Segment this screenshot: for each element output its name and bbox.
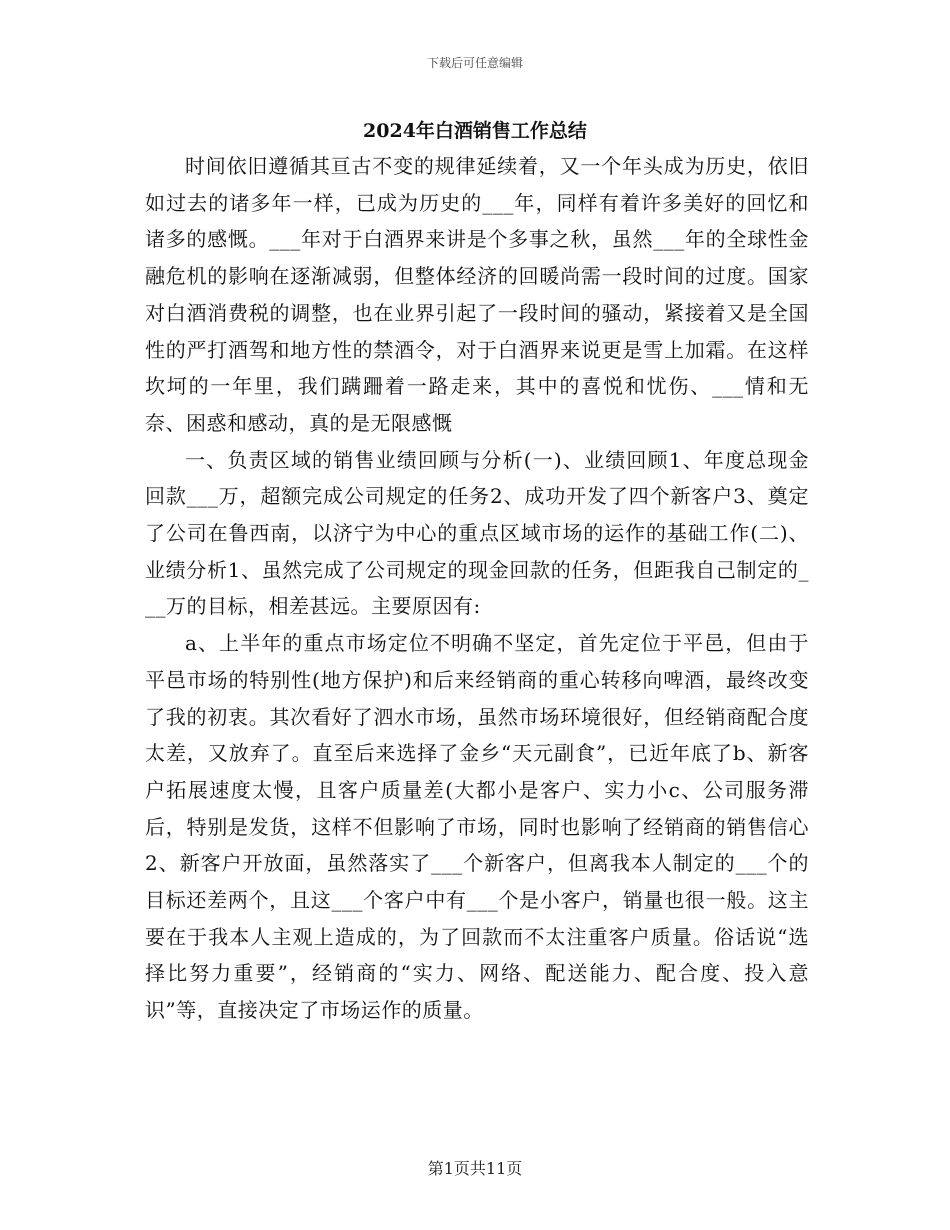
document-title: 2024年白酒销售工作总结: [363, 120, 587, 142]
document-body: [145, 148, 809, 1029]
header-note: 下载后可任意编辑: [426, 56, 523, 70]
paragraph-reasons: a、上半年的重点市场定位不明确不坚定，首先定位于平邑，但由于平邑市场的特别性(地方保护)和后来经销商的重心转移向啤酒，最终改变了我的初衷。其次看好了泗水市场，虽然市场环境很好，但经销商配合度太差，又放弃了。直至后来选择了金乡“天元副食”，已近年底了b、新客户拓展速度太慢，且客户质量差(大都小是客户、实力小c、公司服务滞后，特别是发货，这样不但影响了市场，同时也影响了经销商的销售信心2、新客户开放面，虽然落实了___个新客户，但离我本人制定的___个的目标还差两个，且这___个客户中有___个是小客户，销量也很一般。这主要在于我本人主观上造成的，为了回款而不太注重客户质量。俗话说“选择比努力重要”，经销商的“实力、网络、配送能力、配合度、投入意识”等，直接决定了市场运作的质量。: [145, 631, 809, 1023]
paragraph-intro: 时间依旧遵循其亘古不变的规律延续着，又一个年头成为历史，依旧如过去的诸多年一样，已成为历史的___年，同样有着许多美好的回忆和诸多的感慨。___年对于白酒界来讲是个多事之秋，虽然___年的全球性金融危机的影响在逐渐减弱，但整体经济的回暖尚需一段时间的过度。国家对白酒消费税的调整，也在业界引起了一段时间的骚动，紧接着又是全国性的严打酒驾和地方性的禁酒令，对于白酒界来说更是雪上加霜。在这样坎坷的一年里，我们蹒跚着一路走来，其中的喜悦和忧伤、___情和无奈、困惑和感动，真的是无限感慨: [145, 154, 809, 435]
paragraph-performance-review: 一、负责区域的销售业绩回顾与分析(一)、业绩回顾1、年度总现金回款___万，超额完成公司规定的任务2、成功开发了四个新客户3、奠定了公司在鲁西南，以济宁为中心的重点区域市场的运作的基础工作(二)、业绩分析1、虽然完成了公司规定的现金回款的任务，但距我自己制定的___万的目标，相差甚远。主要原因有:: [145, 447, 809, 619]
page-number: 第1页共11页: [427, 1159, 523, 1178]
